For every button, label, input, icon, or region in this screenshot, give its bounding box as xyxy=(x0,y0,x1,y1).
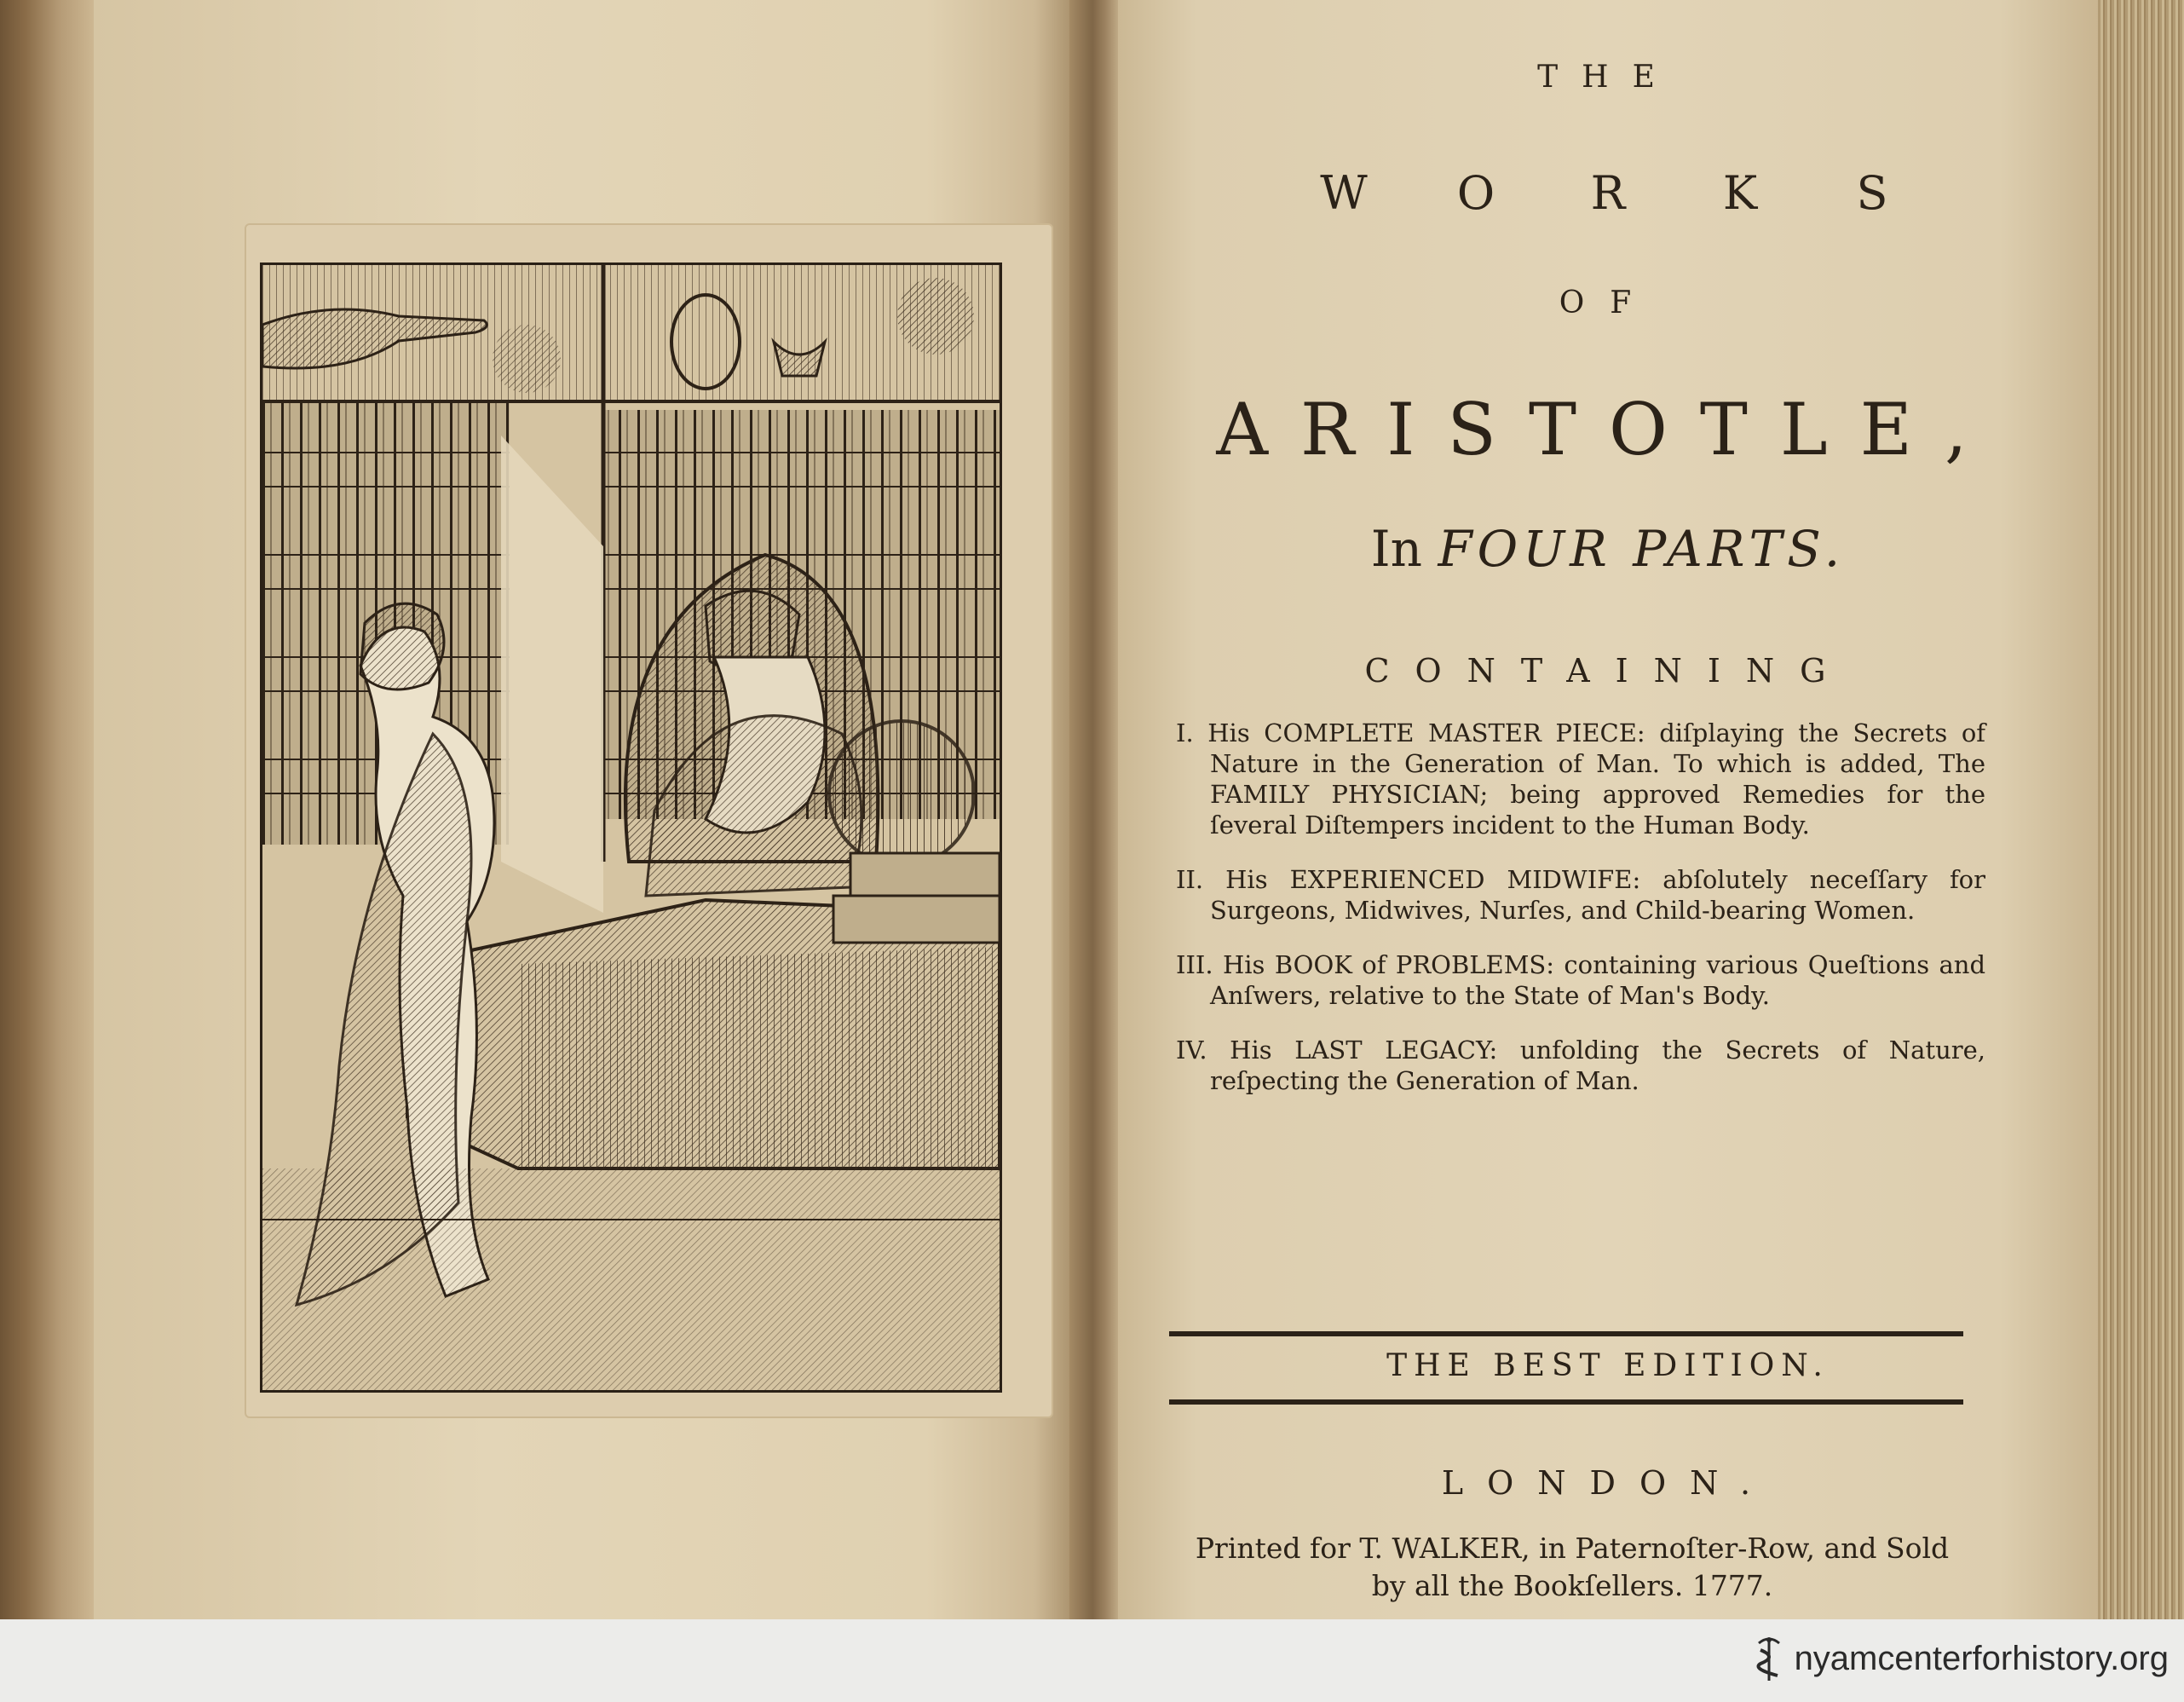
footer-bar xyxy=(0,1619,2184,1702)
edition-rule-bottom xyxy=(1169,1399,1963,1405)
title-four-parts xyxy=(1118,520,2098,578)
footer-site-text: nyamcenterforhistory.org xyxy=(1794,1639,2169,1677)
frontispiece-engraving xyxy=(260,263,1002,1393)
title-four-parts-italic: FOUR PARTS. xyxy=(1438,520,1846,578)
book-gutter xyxy=(1069,0,1121,1619)
title-the: THE xyxy=(1537,60,1679,95)
part-numeral: II. xyxy=(1176,865,1204,894)
title-works-letter: K xyxy=(1722,166,1758,220)
part-item xyxy=(1176,1035,1985,1096)
title-works-letter: R xyxy=(1590,166,1626,220)
title-works-letter: S xyxy=(1856,166,1888,220)
part-text: His LAST LEGACY: unfolding the Secrets of Nature, reſpecting the Generation of Man. xyxy=(1210,1036,1985,1095)
page-edges xyxy=(2098,0,2184,1619)
part-numeral: I. xyxy=(1176,718,1194,747)
title-in: In xyxy=(1370,520,1422,578)
part-text: His BOOK of PROBLEMS: containing various Queſtions and Anſwers, relative to the State of Man's Body. xyxy=(1210,950,1986,1010)
title-of: OF xyxy=(1559,286,1657,320)
title-works-letter: O xyxy=(1456,166,1495,220)
footer-brand-link[interactable] xyxy=(1752,1633,2169,1684)
imprint-line: by all the Bookſellers. 1777. xyxy=(1371,1569,1773,1602)
imprint xyxy=(1167,1530,1977,1605)
title-containing: CONTAINING xyxy=(1364,652,1852,689)
title-edition: THE BEST EDITION. xyxy=(1386,1348,1830,1383)
title-london: LONDON. xyxy=(1441,1464,1775,1502)
part-numeral: IV. xyxy=(1176,1036,1207,1064)
title-works xyxy=(1118,166,2098,220)
caduceus-icon xyxy=(1752,1635,1786,1682)
parts-list xyxy=(1176,718,1985,1120)
engraving-illustration xyxy=(262,265,1000,1390)
part-numeral: III. xyxy=(1176,950,1213,979)
edition-rule-top xyxy=(1169,1331,1963,1336)
part-item xyxy=(1176,718,1985,840)
part-item xyxy=(1176,949,1985,1011)
title-aristotle: ARISTOTLE, xyxy=(1216,388,2000,471)
imprint-line: Printed for T. WALKER, in Paternoſter-Row, and Sold xyxy=(1195,1532,1950,1565)
part-text: His COMPLETE MASTER PIECE: diſplaying the Secrets of Nature in the Generation of Man. To which is added, The FAMILY PHYSICIAN; being approved Remedies for the ſeveral Diſtempers incident to the Human Body. xyxy=(1207,718,1986,839)
part-item xyxy=(1176,864,1985,926)
title-works-letter: W xyxy=(1320,166,1368,220)
part-text: His EXPERIENCED MIDWIFE: abſolutely neceſſary for Surgeons, Midwives, Nurſes, and Child-bearing Women. xyxy=(1210,865,1985,925)
